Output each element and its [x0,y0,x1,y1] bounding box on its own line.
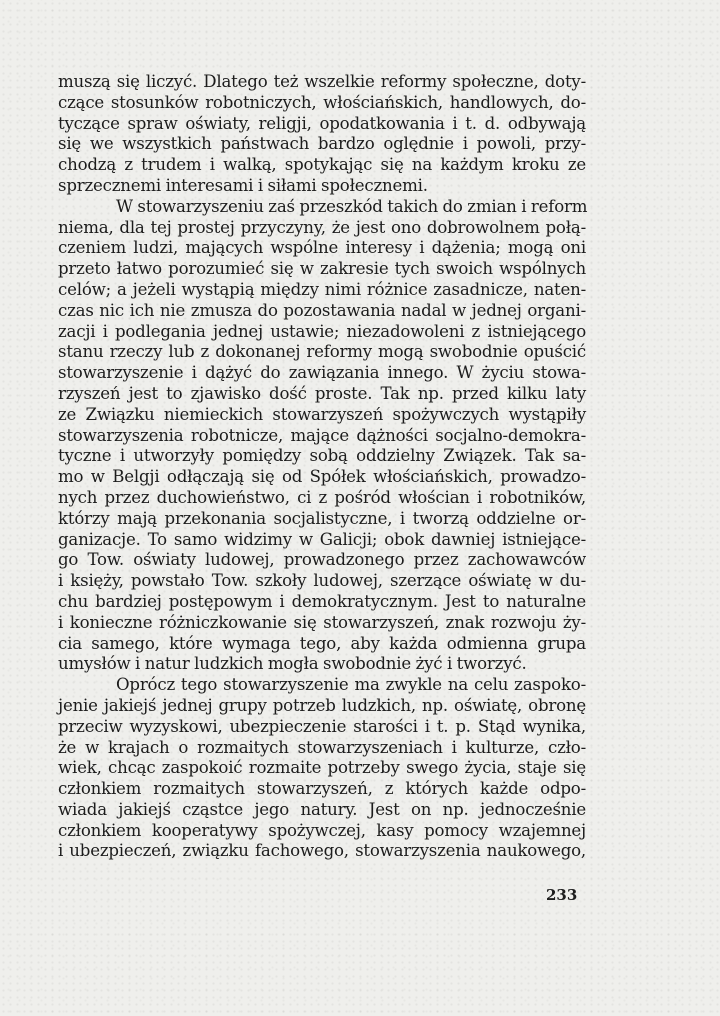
text-line: członkiem rozmaitych stowarzyszeń, z których każde odpo- [58,779,586,799]
text-line: członkiem kooperatywy spożywczej, kasy pomocy wzajemnej [58,820,586,840]
paragraph-3 [58,675,586,862]
text-line: czas nic ich nie zmusza do pozostawania nadal w jednej organi- [58,300,586,320]
text-line: stowarzyszenia robotnicze, mające dążności socjalno-demokra- [58,425,586,445]
text-line: cia samego, które wymaga tego, aby każda odmienna grupa [58,633,586,653]
text-line: chodzą z trudem i walką, spotykając się na każdym kroku ze [58,155,586,175]
text-line: celów; a jeżeli wystąpią między nimi różnice zasadnicze, naten- [58,279,586,299]
text-line: W stowarzyszeniu zaś przeszkód takich do zmian i reform [116,196,588,216]
text-line: czące stosunków robotniczych, włościańskich, handlowych, do- [58,92,586,112]
text-line: i ubezpieczeń, związku fachowego, stowarzyszenia naukowego, [58,841,586,861]
page-number: 233 [546,886,578,904]
text-line: nych przez duchowieństwo, ci z pośród włościan i robotników, [58,487,586,507]
text-line: i konieczne różniczkowanie się stowarzyszeń, znak rozwoju ży- [58,612,586,632]
text-line: stowarzyszenie i dążyć do zawiązania innego. W życiu stowa- [58,363,586,383]
text-line: ganizacje. To samo widzimy w Galicji; obok dawniej istniejące- [58,529,586,549]
text-line: którzy mają przekonania socjalistyczne, i tworzą oddzielne or- [58,508,586,528]
page-text [58,72,586,862]
text-line: mo w Belgji odłączają się od Spółek włościańskich, prowadzo- [58,467,586,487]
text-line: go Tow. oświaty ludowej, prowadzonego przez zachowawców [58,550,586,570]
text-line: się we wszystkich państwach bardzo oględnie i powoli, przy- [58,134,586,154]
paragraph-2 [58,197,586,675]
text-line: chu bardziej postępowym i demokratycznym. Jest to naturalne [58,591,586,611]
text-line: wiada jakiejś cząstce jego natury. Jest on np. jednocześnie [58,799,586,819]
text-line: że w krajach o rozmaitych stowarzyszeniach i kulturze, czło- [58,737,586,757]
text-line: Oprócz tego stowarzyszenie ma zwykle na celu zaspoko- [116,675,586,695]
text-line: umysłów i natur ludzkich mogła swobodnie żyć i tworzyć. [58,654,527,674]
text-line: przeto łatwo porozumieć się w zakresie tych swoich wspólnych [58,259,586,279]
text-line: wiek, chcąc zaspokoić rozmaite potrzeby swego życia, staje się [58,758,586,778]
text-line: zacji i podlegania jednej ustawie; niezadowoleni z istniejącego [58,321,586,341]
text-line: ze Związku niemieckich stowarzyszeń spożywczych wystąpiły [58,404,586,424]
text-line: niema, dla tej prostej przyczyny, że jest ono dobrowolnem połą- [58,217,586,237]
text-line: tyczne i utworzyły pomiędzy sobą oddzielny Związek. Tak sa- [58,446,586,466]
text-line: przeciw wyzyskowi, ubezpieczenie starości i t. p. Stąd wynika, [58,716,586,736]
text-line: tyczące spraw oświaty, religji, opodatkowania i t. d. odbywają [58,113,586,133]
text-line: muszą się liczyć. Dlatego też wszelkie reformy społeczne, doty- [58,72,586,91]
text-line: jenie jakiejś jednej grupy potrzeb ludzkich, np. oświatę, obronę [58,695,586,715]
text-line: sprzecznemi interesami i siłami społecznemi. [58,175,428,195]
paragraph-1 [58,72,586,197]
text-line: czeniem ludzi, mających wspólne interesy i dążenia; mogą oni [58,238,586,258]
text-line: stanu rzeczy lub z dokonanej reformy mogą swobodnie opuścić [58,342,586,362]
text-line: i księży, powstało Tow. szkoły ludowej, szerzące oświatę w du- [58,571,586,591]
text-line: rzyszeń jest to zjawisko dość proste. Tak np. przed kilku laty [58,383,586,403]
